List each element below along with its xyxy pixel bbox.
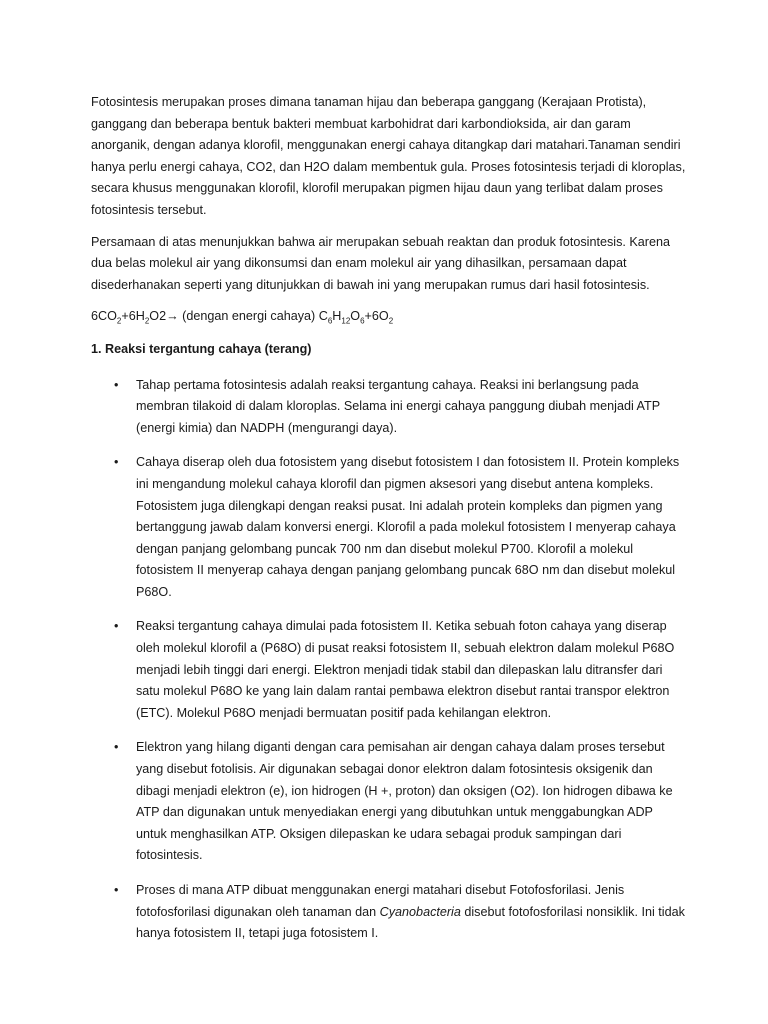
document-page: [91, 92, 687, 958]
bullet-icon: •: [114, 377, 119, 392]
formula-part: 6CO: [91, 309, 117, 324]
formula-subscript: 6: [360, 316, 365, 326]
section-heading: 1. Reaksi tergantung cahaya (terang): [91, 341, 312, 356]
list-item: [91, 616, 687, 724]
formula-part: H: [332, 309, 342, 324]
equation-explanation-paragraph: Persamaan di atas menunjukkan bahwa air merupakan sebuah reaktan dan produk fotosintesis. Karena dua belas molekul air yang dikonsumsi dan enam molekul air yang dihasilkan, persamaan dapat disederhanakan seperti yang ditunjukkan di bawah ini yang merupakan rumus dari hasil fotosintesis.: [91, 234, 670, 292]
list-item: [91, 375, 687, 440]
arrow-icon: →: [166, 309, 179, 324]
formula-subscript: 2: [144, 316, 150, 326]
formula-subscript: 12: [341, 316, 351, 326]
list-item-text: Elektron yang hilang diganti dengan cara pemisahan air dengan cahaya dalam proses tersebut yang disebut fotolisis. Air digunakan sebagai donor elektron dalam fotosintesis oksigenik dan dibagi menjadi elektron (e), ion hidrogen (H +, proton) dan oksigen (O2). Ion hidrogen dibawa ke ATP dan digunakan untuk menyediakan energi yang dibutuhkan untuk menggabungkan ADP untuk menghasilkan ATP. Oksigen dilepaskan ke udara sebagai produk sampingan dari fotosintesis.: [136, 740, 673, 863]
formula-part: (dengan energi cahaya) C: [178, 309, 328, 324]
bullet-icon: •: [114, 619, 119, 634]
list-item-text: [136, 883, 685, 940]
text-run: disebut fotofosforilasi nonsiklik. Ini tidak hanya fotosistem II, tetapi juga fotosistem I.: [136, 904, 685, 941]
formula-part: +6H: [121, 309, 145, 324]
formula-part: O2: [149, 309, 167, 324]
formula-part: +6O: [364, 309, 389, 324]
bullet-list: [91, 375, 687, 945]
list-item-text: Tahap pertama fotosintesis adalah reaksi tergantung cahaya. Reaksi ini berlangsung pada membran tilakoid di dalam kloroplas. Selama ini energi cahaya panggung diubah menjadi ATP (energi kimia) dan NADPH (mengurangi daya).: [136, 377, 660, 435]
list-item: [91, 737, 687, 867]
intro-paragraph: Fotosintesis merupakan proses dimana tanaman hijau dan beberapa ganggang (Kerajaan Protista), ganggang dan beberapa bentuk bakteri membuat karbohidrat dari karbondioksida, air dan garam anorganik, dengan adanya klorofil, menggunakan energi cahaya ditangkap dari matahari.Tanaman sendiri hanya perlu energi cahaya, CO2, dan H2O dalam membentuk gula. Proses fotosintesis terjadi di kloroplas, secara khusus menggunakan klorofil, klorofil merupakan pigmen hijau daun yang terlibat dalam proses fotosintesis tersebut.: [91, 95, 686, 217]
formula-subscript: 6: [327, 316, 333, 326]
list-item: [91, 880, 687, 945]
formula-subscript: 2: [388, 316, 394, 326]
bullet-icon: •: [114, 740, 119, 755]
list-item: [91, 452, 687, 603]
italic-term: Cyanobacteria: [379, 904, 461, 919]
formula-subscript: 2: [116, 316, 122, 326]
formula-part: O: [350, 309, 361, 324]
list-item-text: Reaksi tergantung cahaya dimulai pada fotosistem II. Ketika sebuah foton cahaya yang diserap oleh molekul klorofil a (P68O) di pusat reaksi fotosistem II, sebuah elektron dalam molekul P68O menjadi lebih tinggi dari energi. Elektron menjadi tidak stabil dan dilepaskan lalu ditransfer dari satu molekul P68O ke yang lain dalam rantai pembawa elektron disebut rantai transpor elektron (ETC). Molekul P68O menjadi bermuatan positif pada kehilangan elektron.: [136, 619, 675, 720]
photosynthesis-formula: [91, 306, 687, 328]
list-item-text: Cahaya diserap oleh dua fotosistem yang disebut fotosistem I dan fotosistem II. Protein kompleks ini mengandung molekul cahaya klorofil dan pigmen aksesori yang disebut antena kompleks. Fotosistem juga dilengkapi dengan reaksi pusat. Ini adalah protein kompleks dan pigmen yang bertanggung jawab dalam konversi energi. Klorofil a pada molekul fotosistem I menyerap cahaya dengan panjang gelombang puncak 700 nm dan disebut molekul P700. Klorofil a molekul fotosistem II menyerap cahaya dengan panjang gelombang puncak 68O nm dan disebut molekul P68O.: [136, 455, 680, 599]
bullet-icon: •: [114, 455, 119, 470]
bullet-icon: •: [114, 883, 119, 897]
text-run: Proses di mana ATP dibuat menggunakan energi matahari disebut Fotofosforilasi. Jenis fotofosforilasi digunakan oleh tanaman dan: [136, 883, 625, 919]
